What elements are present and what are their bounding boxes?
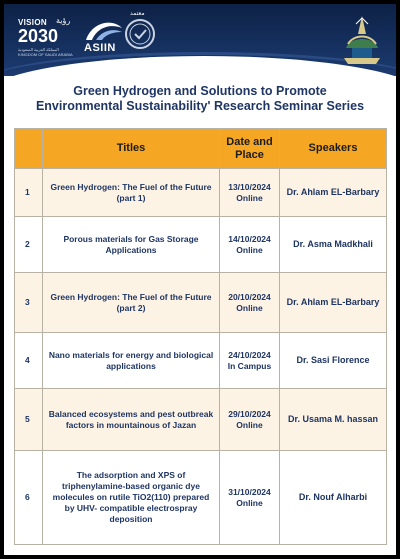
seminar-table [14, 128, 387, 545]
row-number: 1 [15, 169, 43, 217]
row-place: Online [236, 419, 263, 430]
row-date-place [220, 273, 280, 333]
row-date: 24/10/2024 [228, 349, 271, 360]
asiin-swirl-icon [82, 18, 126, 44]
row-number: 5 [15, 389, 43, 451]
row-place: Online [236, 497, 263, 508]
row-number: 6 [15, 451, 43, 545]
university-logo [340, 14, 384, 70]
vision-2030-logo [18, 16, 78, 57]
row-title: Green Hydrogen: The Fuel of the Future (part 1) [43, 169, 220, 217]
row-speaker: Dr. Nouf Alharbi [280, 451, 387, 545]
vision-subtitle: المملكة العربية السعودية KINGDOM OF SAUDI ARABIA [18, 47, 73, 57]
header-number [15, 129, 43, 169]
row-place: Online [236, 244, 263, 255]
header-titles: Titles [43, 129, 220, 169]
row-title: Balanced ecosystems and pest outbreak factors in mountainous of Jazan [43, 389, 220, 451]
vision-arabic: رؤية [56, 16, 71, 25]
row-place: In Campus [227, 360, 272, 371]
row-number: 3 [15, 273, 43, 333]
page-title [4, 84, 396, 114]
table-row [15, 273, 387, 333]
row-number: 2 [15, 217, 43, 273]
row-date: 29/10/2024 [228, 408, 271, 419]
row-speaker: Dr. Usama M. hassan [280, 389, 387, 451]
row-place: Online [236, 192, 263, 203]
title-line-1: Green Hydrogen and Solutions to Promote [73, 84, 327, 98]
table-row [15, 217, 387, 273]
row-date-place [220, 169, 280, 217]
vision-year: 2030 [18, 26, 59, 46]
row-date-place [220, 389, 280, 451]
seal-icon [124, 18, 156, 50]
table-row [15, 451, 387, 545]
row-title: The adsorption and XPS of triphenylamine-based organic dye molecules on rutile TiO2(110) prepared by UHV- compatible electrospray deposition [43, 451, 220, 545]
row-date: 13/10/2024 [228, 181, 271, 192]
row-date-place [220, 451, 280, 545]
row-speaker: Dr. Ahlam EL-Barbary [280, 273, 387, 333]
row-number: 4 [15, 333, 43, 389]
asiin-logo [82, 18, 126, 54]
row-date: 14/10/2024 [228, 233, 271, 244]
header-date-place: Date and Place [220, 129, 280, 169]
row-speaker: Dr. Ahlam EL-Barbary [280, 169, 387, 217]
row-speaker: Dr. Sasi Florence [280, 333, 387, 389]
seminar-poster [4, 4, 396, 555]
university-emblem-icon [340, 14, 384, 70]
asiin-label: ASIIN [84, 42, 116, 54]
row-date-place [220, 217, 280, 273]
seal-label: معتمد [130, 10, 145, 17]
header-banner [4, 4, 396, 76]
table-row [15, 169, 387, 217]
row-place: Online [236, 302, 263, 313]
row-speaker: Dr. Asma Madkhali [280, 217, 387, 273]
row-title: Nano materials for energy and biological applications [43, 333, 220, 389]
row-title: Porous materials for Gas Storage Applications [43, 217, 220, 273]
row-date: 31/10/2024 [228, 486, 271, 497]
seminar-table-container [14, 128, 386, 545]
row-date-place [220, 333, 280, 389]
vision-label: VISION [18, 18, 47, 27]
table-row [15, 333, 387, 389]
header-speakers: Speakers [280, 129, 387, 169]
row-date: 20/10/2024 [228, 291, 271, 302]
table-header-row [15, 129, 387, 169]
accreditation-seal-logo [124, 10, 156, 50]
title-line-2: Environmental Sustainability' Research Seminar Series [35, 99, 365, 113]
row-title: Green Hydrogen: The Fuel of the Future (part 2) [43, 273, 220, 333]
table-row [15, 389, 387, 451]
